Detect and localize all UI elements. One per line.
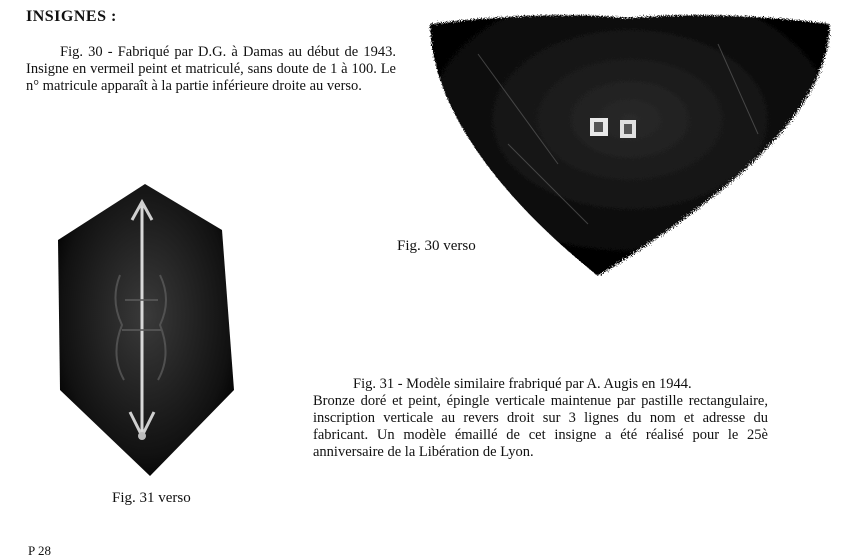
fig30-photo — [418, 14, 838, 282]
fig31-description — [313, 376, 768, 461]
fig30-description: Fig. 30 - Fabriqué par D.G. à Damas au début de 1943. Insigne en vermeil peint et matriculé, sans doute de 1 à 100. Le n° matricule apparaît à la partie inférieure droite au verso. — [26, 44, 396, 94]
fig31-caption: Fig. 31 verso — [112, 490, 191, 506]
fig31-photo — [50, 180, 240, 480]
fig31-description-title: Fig. 31 - Modèle similaire frabriqué par A. Augis en 1944. — [353, 376, 692, 392]
section-heading: INSIGNES : — [26, 8, 117, 25]
fig31-description-body: Bronze doré et peint, épingle verticale maintenue par pastille rectangulaire, inscription verticale au revers droit sur 3 lignes du nom et adresse du fabricant. Un modèle émaillé de cet insigne a été réalisé pour le 25è anniversaire de la Libération de Lyon. — [313, 393, 768, 460]
fig30-caption: Fig. 30 verso — [397, 238, 476, 254]
page-number: P 28 — [28, 543, 51, 558]
